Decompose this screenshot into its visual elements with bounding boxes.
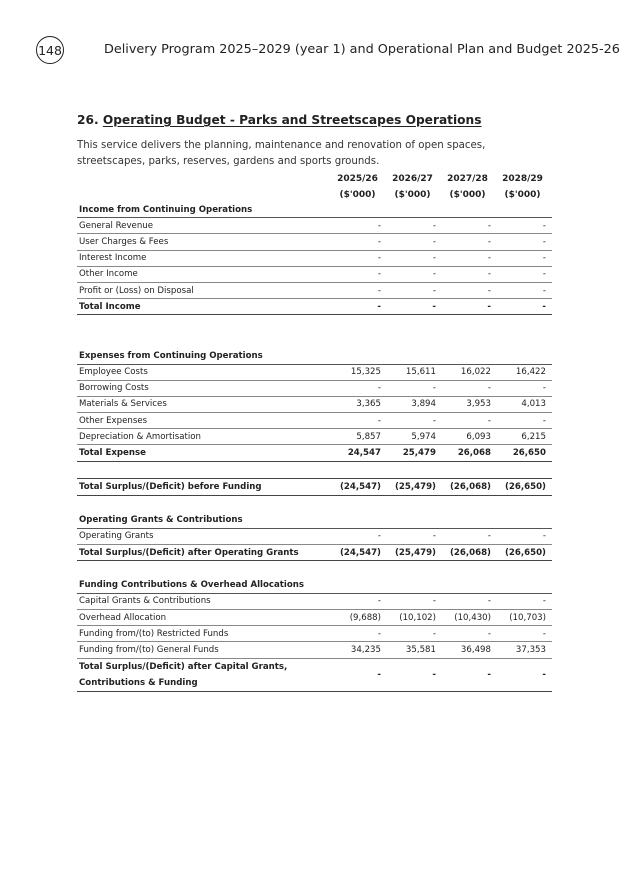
section-label: Income from Continuing Operations xyxy=(77,202,552,218)
year-header-row xyxy=(77,171,552,187)
row-label: Total Expense xyxy=(77,445,332,461)
row-label xyxy=(77,658,332,691)
value-cell: - xyxy=(497,218,552,234)
unit-header: ($'000) xyxy=(394,189,431,200)
label-line-2: Contributions & Funding xyxy=(79,677,198,688)
value-cell: - xyxy=(387,413,442,429)
row-label: Overhead Allocation xyxy=(77,610,332,626)
value-cell: (26,068) xyxy=(442,479,497,496)
value-cell: - xyxy=(387,250,442,266)
value-cell: 3,894 xyxy=(387,396,442,412)
spacer-cell xyxy=(77,332,552,349)
value-cell: (25,479) xyxy=(387,479,442,496)
header-blank xyxy=(77,187,332,202)
value-cell: (25,479) xyxy=(387,545,442,561)
value-cell: 6,215 xyxy=(497,429,552,445)
surplus-after-grants-row xyxy=(77,545,552,561)
row-label: Interest Income xyxy=(77,250,332,266)
value-cell: 3,365 xyxy=(332,396,387,412)
funding-row xyxy=(77,593,552,609)
value-cell: - xyxy=(387,626,442,642)
value-cell: - xyxy=(442,266,497,282)
grants-row xyxy=(77,528,552,544)
expense-row xyxy=(77,413,552,429)
year-header: 2027/28 xyxy=(447,174,488,184)
value-cell: - xyxy=(442,282,497,298)
spacer-row xyxy=(77,461,552,479)
section-label: Funding Contributions & Overhead Allocations xyxy=(77,578,552,594)
income-row xyxy=(77,282,552,298)
row-label: Total Surplus/(Deficit) before Funding xyxy=(77,479,332,496)
year-header: 2025/26 xyxy=(337,174,378,184)
value-cell: 15,325 xyxy=(332,364,387,380)
value-cell: - xyxy=(387,593,442,609)
spacer-cell xyxy=(77,315,552,332)
spacer-row xyxy=(77,561,552,578)
value-cell: 3,953 xyxy=(442,396,497,412)
value-cell: - xyxy=(332,658,387,691)
value-cell: (9,688) xyxy=(332,610,387,626)
final-surplus-row xyxy=(77,658,552,691)
value-cell: - xyxy=(442,380,497,396)
value-cell: - xyxy=(497,626,552,642)
row-label: Borrowing Costs xyxy=(77,380,332,396)
total-income-row xyxy=(77,299,552,315)
value-cell: 6,093 xyxy=(442,429,497,445)
spacer-row xyxy=(77,315,552,332)
section-title: Operating Budget - Parks and Streetscapes Operations xyxy=(102,113,482,127)
funding-row xyxy=(77,626,552,642)
value-cell: - xyxy=(332,626,387,642)
spacer-cell xyxy=(77,561,552,578)
value-cell: 4,013 xyxy=(497,396,552,412)
page-number-badge xyxy=(36,36,64,64)
value-cell: - xyxy=(497,282,552,298)
value-cell: - xyxy=(497,528,552,544)
value-cell: - xyxy=(497,250,552,266)
value-cell: - xyxy=(387,299,442,315)
value-cell: (10,430) xyxy=(442,610,497,626)
unit-header: ($'000) xyxy=(339,189,376,200)
income-row xyxy=(77,218,552,234)
expense-heading-row xyxy=(77,348,552,364)
value-cell: 5,974 xyxy=(387,429,442,445)
value-cell: - xyxy=(442,250,497,266)
spacer-cell xyxy=(77,496,552,513)
total-expense-row xyxy=(77,445,552,461)
value-cell: (10,703) xyxy=(497,610,552,626)
year-header: 2028/29 xyxy=(502,174,543,184)
value-cell: - xyxy=(497,266,552,282)
spacer-row xyxy=(77,332,552,349)
section-description: This service delivers the planning, maintenance and renovation of open spaces, streetscapes, parks, reserves, gardens and sports grounds. xyxy=(77,140,486,167)
value-cell: - xyxy=(497,658,552,691)
row-label: Materials & Services xyxy=(77,396,332,412)
grants-heading-row xyxy=(77,513,552,529)
value-cell: 35,581 xyxy=(387,642,442,658)
funding-row xyxy=(77,610,552,626)
value-cell: - xyxy=(497,234,552,250)
value-cell: - xyxy=(332,528,387,544)
section-label: Expenses from Continuing Operations xyxy=(77,348,552,364)
row-label: Other Income xyxy=(77,266,332,282)
funding-heading-row xyxy=(77,578,552,594)
value-cell: - xyxy=(442,593,497,609)
row-label: Capital Grants & Contributions xyxy=(77,593,332,609)
value-cell: - xyxy=(387,528,442,544)
income-heading-row xyxy=(77,202,552,218)
value-cell: 36,498 xyxy=(442,642,497,658)
value-cell: - xyxy=(442,626,497,642)
value-cell: (24,547) xyxy=(332,545,387,561)
value-cell: 26,650 xyxy=(497,445,552,461)
value-cell: - xyxy=(332,593,387,609)
value-cell: - xyxy=(332,218,387,234)
value-cell: 5,857 xyxy=(332,429,387,445)
value-cell: - xyxy=(442,218,497,234)
expense-row xyxy=(77,380,552,396)
value-cell: - xyxy=(332,282,387,298)
expense-row xyxy=(77,396,552,412)
row-label: General Revenue xyxy=(77,218,332,234)
row-label: Other Expenses xyxy=(77,413,332,429)
year-header: 2026/27 xyxy=(392,174,433,184)
value-cell: - xyxy=(387,218,442,234)
value-cell: (26,650) xyxy=(497,545,552,561)
operating-budget-table xyxy=(77,171,552,692)
value-cell: - xyxy=(497,380,552,396)
row-label: Operating Grants xyxy=(77,528,332,544)
value-cell: - xyxy=(332,413,387,429)
value-cell: (24,547) xyxy=(332,479,387,496)
funding-row xyxy=(77,642,552,658)
value-cell: 26,068 xyxy=(442,445,497,461)
page-number: 148 xyxy=(38,42,62,58)
value-cell: - xyxy=(387,658,442,691)
value-cell: - xyxy=(332,250,387,266)
row-label: Funding from/(to) General Funds xyxy=(77,642,332,658)
income-row xyxy=(77,266,552,282)
value-cell: 16,022 xyxy=(442,364,497,380)
row-label: Profit or (Loss) on Disposal xyxy=(77,282,332,298)
value-cell: 15,611 xyxy=(387,364,442,380)
surplus-before-funding-row xyxy=(77,479,552,496)
value-cell: - xyxy=(497,413,552,429)
value-cell: - xyxy=(332,234,387,250)
value-cell: (26,650) xyxy=(497,479,552,496)
value-cell: 34,235 xyxy=(332,642,387,658)
value-cell: 25,479 xyxy=(387,445,442,461)
value-cell: 37,353 xyxy=(497,642,552,658)
income-row xyxy=(77,250,552,266)
row-label: Depreciation & Amortisation xyxy=(77,429,332,445)
row-label: Employee Costs xyxy=(77,364,332,380)
income-row xyxy=(77,234,552,250)
value-cell: - xyxy=(387,266,442,282)
expense-row xyxy=(77,429,552,445)
value-cell: - xyxy=(442,413,497,429)
document-header-title: Delivery Program 2025–2029 (year 1) and Operational Plan and Budget 2025-26 xyxy=(104,42,620,57)
section-number: 26. xyxy=(77,113,99,127)
row-label: User Charges & Fees xyxy=(77,234,332,250)
value-cell: - xyxy=(332,299,387,315)
value-cell: (26,068) xyxy=(442,545,497,561)
value-cell: - xyxy=(332,266,387,282)
value-cell: - xyxy=(332,380,387,396)
unit-header-row xyxy=(77,187,552,202)
header-blank xyxy=(77,171,332,187)
value-cell: - xyxy=(442,658,497,691)
value-cell: - xyxy=(497,299,552,315)
spacer-cell xyxy=(77,461,552,479)
value-cell: 16,422 xyxy=(497,364,552,380)
value-cell: 24,547 xyxy=(332,445,387,461)
spacer-row xyxy=(77,496,552,513)
value-cell: - xyxy=(387,380,442,396)
value-cell: - xyxy=(442,234,497,250)
row-label: Funding from/(to) Restricted Funds xyxy=(77,626,332,642)
value-cell: - xyxy=(387,234,442,250)
unit-header: ($'000) xyxy=(504,189,541,200)
section-label: Operating Grants & Contributions xyxy=(77,513,552,529)
value-cell: - xyxy=(442,528,497,544)
label-line-1: Total Surplus/(Deficit) after Capital Grants, xyxy=(79,661,288,672)
row-label: Total Income xyxy=(77,299,332,315)
value-cell: - xyxy=(387,282,442,298)
value-cell: - xyxy=(442,299,497,315)
row-label: Total Surplus/(Deficit) after Operating Grants xyxy=(77,545,332,561)
value-cell: (10,102) xyxy=(387,610,442,626)
section-heading xyxy=(77,113,482,127)
unit-header: ($'000) xyxy=(449,189,486,200)
value-cell: - xyxy=(497,593,552,609)
expense-row xyxy=(77,364,552,380)
